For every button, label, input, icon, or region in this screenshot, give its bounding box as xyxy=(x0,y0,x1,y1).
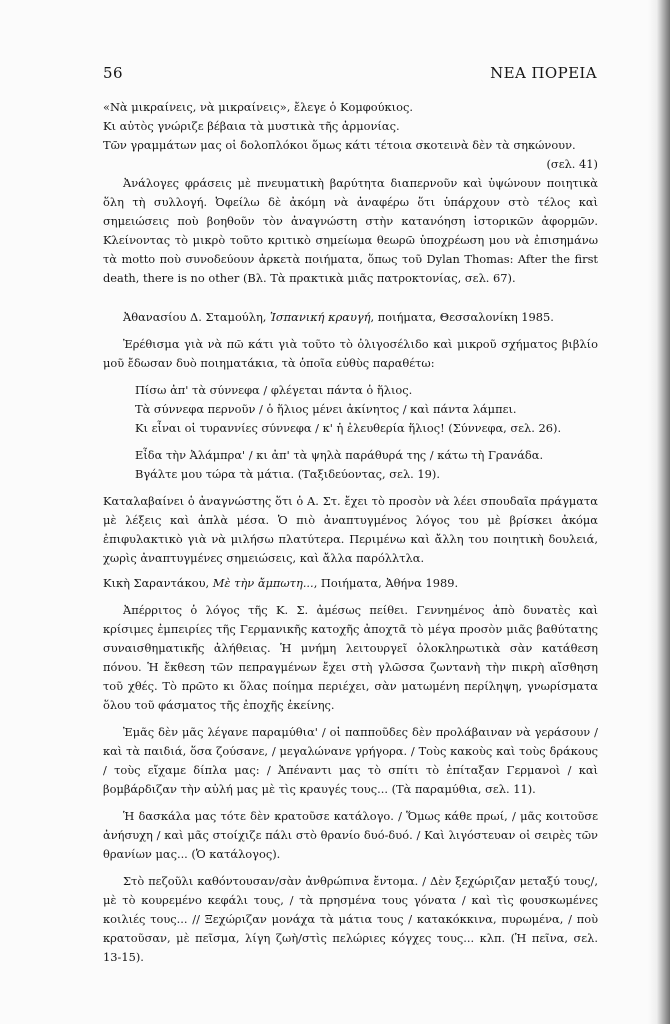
review-paragraph: Καταλαβαίνει ὁ ἀναγνώστης ὅτι ὁ Α. Στ. ἔχει τὸ προσὸν νὰ λέει σπουδαῖα πράγματα μὲ λέξεις καὶ ἁπλὰ μέσα. Ὁ πιὸ ἀναπτυγμένος λόγος του μὲ βρίσκει ἀκόμα ἐπιφυλακτικὸ γιὰ νὰ μιλήσω πλατύτερα. Περιμένω καὶ ἄλλη του ποιητικὴ δουλειά, χωρὶς ἀναπτυγμένες σημειώσεις, καὶ ἄλλα παρόλλτλα. xyxy=(103,494,598,565)
quote-line: Κι αὐτὸς γνώριζε βέβαια τὰ μυστικὰ τῆς ἁρμονίας. xyxy=(103,119,400,133)
review-paragraph: Ἀπέρριτος ὁ λόγος τῆς Κ. Σ. ἀμέσως πείθει. Γεννημένος ἀπὸ δυνατὲς καὶ κρίσιμες ἐμπειρίες τῆς Γερμανικῆς κατοχῆς ἀποχτᾶ τὸ μέγα προσὸν μιᾶς βαθύτατης συναισθηματικῆς ἀλήθειας. Ἡ μνήμη λειτουργεῖ ὁλοκληρωτικὰ σὰν κατάθεση πόνου. Ἡ ἔκθεση τῶν πεπραγμένων ἔχει στὴ γλῶσσα ζωντανὴ τὴν πικρὴ αἴσθηση τοῦ χθές. Τὸ πρῶτο κι ὅλας ποίημα περιέχει, σὰν ματωμένη περίληψη, γνωρίσματα ὅλου τοῦ φάσματος τῆς ἐποχῆς ἐκείνης. xyxy=(103,603,598,712)
quote-line: «Νὰ μικραίνεις, νὰ μικραίνεις», ἔλεγε ὁ Κομφούκιος. xyxy=(103,100,413,114)
quoted-poem-paragraph: Στὸ πεζοῦλι καθόντουσαν/σὰν ἀνθρώπινα ἔντομα. / Δὲν ξεχώριζαν μεταξύ τους/, μὲ τὸ κουρεμένο κεφάλι τους, / τὰ πρησμένα τους γόνατα / καὶ τὶς φουσκωμένες κοιλιές τους... // Ξεχώριζαν μονάχα τὰ μάτια τους / κατακόκκινα, πυρωμένα, / ποὺ κρατοῦσαν, μὲ πεῖσμα, λίγη ζωὴ/στὶς πελώριες κόγχες τους... κλπ. (Ἡ πεῖνα, σελ. 13-15). xyxy=(103,874,598,964)
quote-line: Τῶν γραμμάτων μας οἱ δολοπλόκοι ὅμως κάτι τέτοια σκοτεινὰ δὲν τὰ σηκώνουν. xyxy=(103,138,576,152)
review-heading xyxy=(103,308,598,327)
review-paragraph: Ἐρέθισμα γιὰ νὰ πῶ κάτι γιὰ τοῦτο τὸ ὀλιγοσέλιδο καὶ μικροῦ σχήματος βιβλίο μοῦ ἔδωσαν δυὸ ποιηματάκια, τὰ ὁποῖα εὐθὺς παραθέτω: xyxy=(103,337,598,370)
page-header xyxy=(103,64,597,82)
review-sarantakou-section xyxy=(103,574,598,967)
poem-line: Βγάλτε μου τώρα τὰ μάτια. (Ταξιδεύοντας, σελ. 19). xyxy=(135,467,440,481)
book-title: Μὲ τὴν ἄμπωτη... xyxy=(212,576,314,590)
book-details: , ποιήματα, Θεσσαλονίκη 1985. xyxy=(370,310,554,324)
poem-line: Εἶδα τὴν Ἀλάμπρα' / κι ἀπ' τὰ ψηλὰ παράθυρά της / κάτω τὴ Γρανάδα. xyxy=(135,448,544,462)
running-head: ΝΕΑ ΠΟΡΕΙΑ xyxy=(490,64,597,82)
poem-line: Τὰ σύννεφα περνοῦν / ὁ ἥλιος μένει ἀκίνητος / καὶ πάντα λάμπει. xyxy=(135,402,517,416)
quote-reference: (σελ. 41) xyxy=(546,157,598,171)
book-author: Κικὴ Σαραντάκου, xyxy=(103,576,213,590)
review-continued-section xyxy=(103,98,598,288)
book-author: Ἀθανασίου Δ. Σταμούλη, xyxy=(123,310,271,324)
page-number: 56 xyxy=(103,64,123,82)
page-gutter-shadow xyxy=(648,0,670,1024)
book-details: , Ποιήματα, Ἀθήνα 1989. xyxy=(313,576,459,590)
review-paragraph: Ἀνάλογες φράσεις μὲ πνευματικὴ βαρύτητα διαπερνοῦν καὶ ὑψώνουν ποιητικὰ ὅλη τὴ συλλογή. Ὀφείλω δὲ ἀκόμη νὰ ἀναφέρω ὅτι ὑπάρχουν στὸ τέλος καὶ σημειώσεις ποὺ βοηθοῦν τὸν ἀναγνώστη στὴν κατανόηση ἱστορικῶν ἀφορμῶν. Κλείνοντας τὸ μικρὸ τοῦτο κριτικὸ σημείωμα θεωρῶ ὑποχρέωση μου νὰ ἐπισημάνω τὰ motto ποὺ συνοδεύουν ἀρκετὰ ποιήματα, ὅπως τοῦ Dylan Thomas: After the first death, there is no other (Βλ. Τὰ πρακτικὰ μιᾶς πατροκτονίας, σελ. 67). xyxy=(103,176,598,285)
review-heading xyxy=(103,574,598,593)
quoted-poem-paragraph: Ἡ δασκάλα μας τότε δὲν κρατοῦσε κατάλογο. / Ὅμως κάθε πρωί, / μᾶς κοιτοῦσε ἀνήσυχη / καὶ μᾶς στοίχιζε πάλι στὸ θρανίο δυό-δυό. / Καὶ λιγόστευαν οἱ σειρὲς τῶν θρανίων μας... (Ὁ κατάλογος). xyxy=(103,809,598,861)
book-title: Ἱσπανική κραυγή xyxy=(270,310,371,324)
quoted-poem-paragraph: Ἐμᾶς δὲν μᾶς λέγανε παραμύθια' / οἱ παπποῦδες δὲν προλάβαιναν νὰ γεράσουν / καὶ τὰ παιδιά, ὅσα ζούσανε, / μεγαλώνανε γρήγορα. / Τοὺς κακοὺς καὶ τοὺς δράκους / τοὺς εἴχαμε δίπλα μας: / Ἀπέναντι μας τὸ σπίτι τὸ ἐπίταξαν Γερμανοὶ / καὶ βομβάρδιζαν τὴν αὐλή μας μὲ τὶς κραυγές τους... (Τὰ παραμύθια, σελ. 11). xyxy=(103,725,598,796)
review-stamoulis-section xyxy=(103,308,598,568)
poem-line: Πίσω ἀπ' τὰ σύννεφα / φλέγεται πάντα ὁ ἥλιος. xyxy=(135,383,413,397)
poem-line: Κι εἶναι οἱ τυραννίες σύννεφα / κ' ἡ ἐλευθερία ἥλιος! (Σύννεφα, σελ. 26). xyxy=(135,421,562,435)
